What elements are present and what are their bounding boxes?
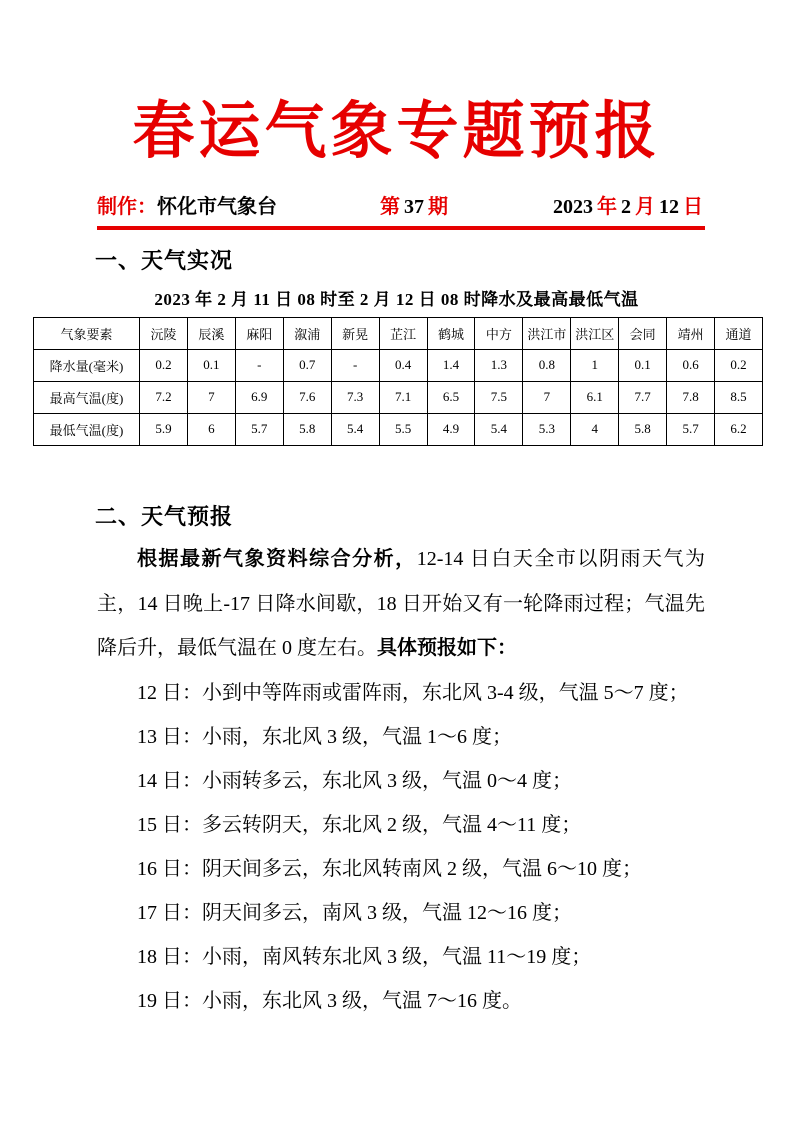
- forecast-intro: [97, 537, 705, 671]
- cell-value: 5.7: [235, 413, 283, 445]
- cell-value: 0.6: [667, 349, 715, 381]
- cell-value: 6.9: [235, 381, 283, 413]
- cell-value: 5.4: [331, 413, 379, 445]
- producer-label: 制作：: [97, 195, 157, 218]
- row-label: 最高气温(度): [34, 381, 140, 413]
- col-header-element: 气象要素: [34, 317, 140, 349]
- cell-value: 6.5: [427, 381, 475, 413]
- date-year-label: 年: [597, 195, 617, 218]
- col-header-city: 洪江市: [523, 317, 571, 349]
- cell-value: -: [331, 349, 379, 381]
- date-month: 2: [621, 195, 631, 218]
- producer: [97, 190, 277, 219]
- cell-value: 0.8: [523, 349, 571, 381]
- cell-value: 7.3: [331, 381, 379, 413]
- cell-value: 7.7: [619, 381, 667, 413]
- col-header-city: 中方: [475, 317, 523, 349]
- date-day: 12: [659, 195, 679, 218]
- section1-heading: 一、天气实况: [95, 247, 234, 273]
- intro-lead: 根据最新气象资料综合分析，: [137, 547, 417, 570]
- col-header-city: 辰溪: [187, 317, 235, 349]
- col-header-city: 靖州: [667, 317, 715, 349]
- issue-prefix: 第: [380, 195, 400, 218]
- cell-value: 5.4: [475, 413, 523, 445]
- cell-value: 7.6: [283, 381, 331, 413]
- cell-value: 7.5: [475, 381, 523, 413]
- producer-value: 怀化市气象台: [157, 195, 277, 218]
- forecast-line-day14: 14 日：小雨转多云，东北风 3 级，气温 0～4 度；: [137, 770, 572, 793]
- col-header-city: 鹤城: [427, 317, 475, 349]
- table-header-row: [34, 317, 763, 349]
- table-caption: 2023 年 2 月 11 日 08 时至 2 月 12 日 08 时降水及最高最低气温: [154, 289, 639, 309]
- col-header-city: 溆浦: [283, 317, 331, 349]
- cell-value: 1: [571, 349, 619, 381]
- header-divider: [97, 226, 705, 230]
- intro-body: 12-14 日白天全市以阴雨天气为主，14 日晚上-17 日降水间歇，18 日开始又有一轮降雨过程；气温先降后升，最低气温在 0 度左右。: [97, 547, 705, 660]
- table-row-precipitation: [34, 349, 763, 381]
- forecast-line-day12: 12 日：小到中等阵雨或雷阵雨，东北风 3-4 级，气温 5～7 度；: [137, 682, 689, 705]
- document-title: 春运气象专题预报: [132, 94, 661, 167]
- cell-value: 4: [571, 413, 619, 445]
- col-header-city: 会同: [619, 317, 667, 349]
- date-year: 2023: [553, 195, 593, 218]
- col-header-city: 通道: [715, 317, 763, 349]
- cell-value: 0.7: [283, 349, 331, 381]
- cell-value: 7: [187, 381, 235, 413]
- col-header-city: 新晃: [331, 317, 379, 349]
- issue-suffix: 期: [428, 195, 448, 218]
- cell-value: 5.7: [667, 413, 715, 445]
- cell-value: 5.3: [523, 413, 571, 445]
- header-meta-row: [97, 190, 705, 219]
- cell-value: 0.2: [715, 349, 763, 381]
- intro-tail: 具体预报如下：: [377, 637, 517, 660]
- col-header-city: 芷江: [379, 317, 427, 349]
- row-label: 最低气温(度): [34, 413, 140, 445]
- col-header-city: 麻阳: [235, 317, 283, 349]
- weather-table: [33, 317, 763, 446]
- cell-value: 0.2: [140, 349, 188, 381]
- section2-heading: 二、天气预报: [95, 503, 234, 529]
- cell-value: 5.5: [379, 413, 427, 445]
- cell-value: 7: [523, 381, 571, 413]
- forecast-line-day19: 19 日：小雨，东北风 3 级，气温 7～16 度。: [137, 990, 522, 1013]
- forecast-line-day13: 13 日：小雨，东北风 3 级，气温 1～6 度；: [137, 726, 512, 749]
- col-header-city: 洪江区: [571, 317, 619, 349]
- col-header-city: 沅陵: [140, 317, 188, 349]
- table-row-max-temp: [34, 381, 763, 413]
- cell-value: 5.8: [619, 413, 667, 445]
- cell-value: 6: [187, 413, 235, 445]
- forecast-line-day16: 16 日：阴天间多云，东北风转南风 2 级，气温 6～10 度；: [137, 858, 642, 881]
- cell-value: 7.1: [379, 381, 427, 413]
- cell-value: -: [235, 349, 283, 381]
- date-day-label: 日: [683, 195, 703, 218]
- forecast-line-day15: 15 日：多云转阴天，东北风 2 级，气温 4～11 度；: [137, 814, 582, 837]
- table-row-min-temp: [34, 413, 763, 445]
- cell-value: 4.9: [427, 413, 475, 445]
- cell-value: 0.1: [187, 349, 235, 381]
- issue-date: [551, 190, 705, 219]
- cell-value: 7.2: [140, 381, 188, 413]
- cell-value: 5.8: [283, 413, 331, 445]
- cell-value: 0.1: [619, 349, 667, 381]
- row-label: 降水量(毫米): [34, 349, 140, 381]
- forecast-line-day17: 17 日：阴天间多云，南风 3 级，气温 12～16 度；: [137, 902, 572, 925]
- cell-value: 7.8: [667, 381, 715, 413]
- cell-value: 8.5: [715, 381, 763, 413]
- cell-value: 1.3: [475, 349, 523, 381]
- forecast-line-day18: 18 日：小雨，南风转东北风 3 级，气温 11～19 度；: [137, 946, 592, 969]
- issue-number: [378, 190, 450, 219]
- cell-value: 5.9: [140, 413, 188, 445]
- date-month-label: 月: [635, 195, 655, 218]
- issue-value: 37: [404, 195, 424, 218]
- cell-value: 6.2: [715, 413, 763, 445]
- cell-value: 1.4: [427, 349, 475, 381]
- cell-value: 0.4: [379, 349, 427, 381]
- cell-value: 6.1: [571, 381, 619, 413]
